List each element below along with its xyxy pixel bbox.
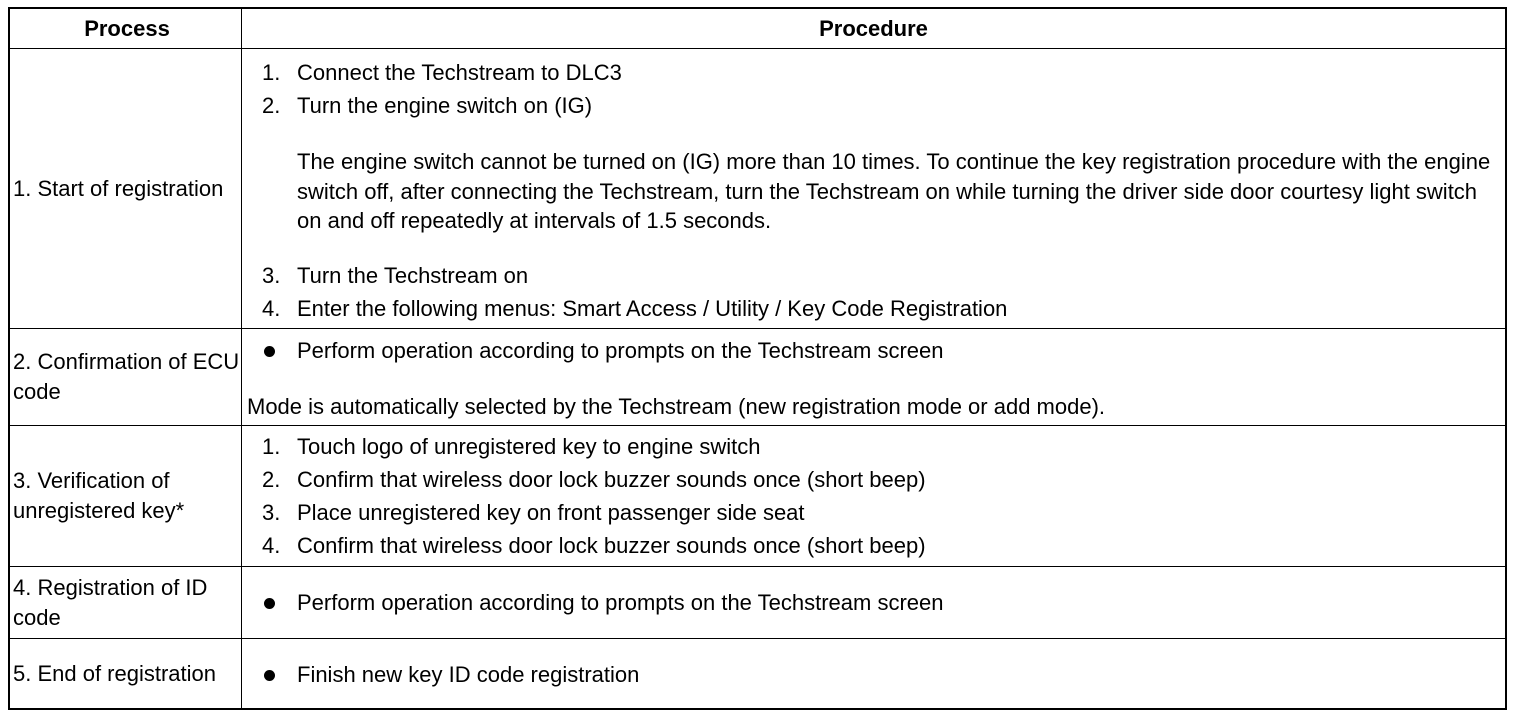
procedure-cell: [242, 639, 1505, 708]
step-text: Turn the Techstream on: [297, 263, 529, 288]
table-header-row: [10, 9, 1505, 48]
step-number: 3.: [262, 500, 281, 525]
step-number: 4.: [262, 533, 281, 558]
step-text: Confirm that wireless door lock buzzer sounds once (short beep): [297, 533, 926, 558]
step-text: Turn the engine switch on (IG): [297, 93, 593, 118]
step-text: Connect the Techstream to DLC3: [297, 60, 622, 85]
step-number: 3.: [262, 263, 281, 288]
bullet-icon: [264, 598, 275, 609]
table-row: [10, 425, 1505, 566]
note-text: The engine switch cannot be turned on (IG) more than 10 times. To continue the key registration procedure with the engine switch off, after connecting the Techstream, turn the Techstream on while turning the driver side door courtesy light switch on and off repeatedly at intervals of 1.5 seconds.: [297, 149, 1491, 233]
procedure-cell: [242, 49, 1505, 328]
header-process: Process: [10, 9, 242, 48]
note-text: Mode is automatically selected by the Techstream (new registration mode or add mode).: [247, 394, 1106, 419]
bullet-icon: [264, 346, 275, 357]
step-text: Confirm that wireless door lock buzzer sounds once (short beep): [297, 467, 926, 492]
procedure-cell: [242, 567, 1505, 638]
step-number: 2.: [262, 93, 281, 118]
table-row: [10, 566, 1505, 638]
procedure-table: [8, 7, 1507, 710]
process-cell: 3. Verification of unregistered key*: [10, 426, 242, 566]
bullet-text: Finish new key ID code registration: [297, 662, 640, 687]
table-row: [10, 328, 1505, 425]
step-number: 4.: [262, 296, 281, 321]
table-row: [10, 48, 1505, 328]
header-procedure: Procedure: [819, 15, 928, 41]
step-number: 2.: [262, 467, 281, 492]
step-number: 1.: [262, 434, 281, 459]
process-cell: 1. Start of registration: [10, 49, 242, 328]
step-text: Touch logo of unregistered key to engine switch: [297, 434, 761, 459]
bullet-text: Perform operation according to prompts on the Techstream screen: [297, 338, 944, 363]
process-cell: 4. Registration of ID code: [10, 567, 242, 638]
step-number: 1.: [262, 60, 281, 85]
procedure-cell: [242, 329, 1505, 425]
process-cell: 5. End of registration: [10, 639, 242, 708]
step-text: Place unregistered key on front passenger side seat: [297, 500, 805, 525]
procedure-cell: [242, 426, 1505, 566]
table-row: [10, 638, 1505, 708]
process-cell: 2. Confirmation of ECU code: [10, 329, 242, 425]
bullet-text: Perform operation according to prompts on the Techstream screen: [297, 590, 944, 615]
step-text: Enter the following menus: Smart Access / Utility / Key Code Registration: [297, 296, 1008, 321]
bullet-icon: [264, 670, 275, 681]
